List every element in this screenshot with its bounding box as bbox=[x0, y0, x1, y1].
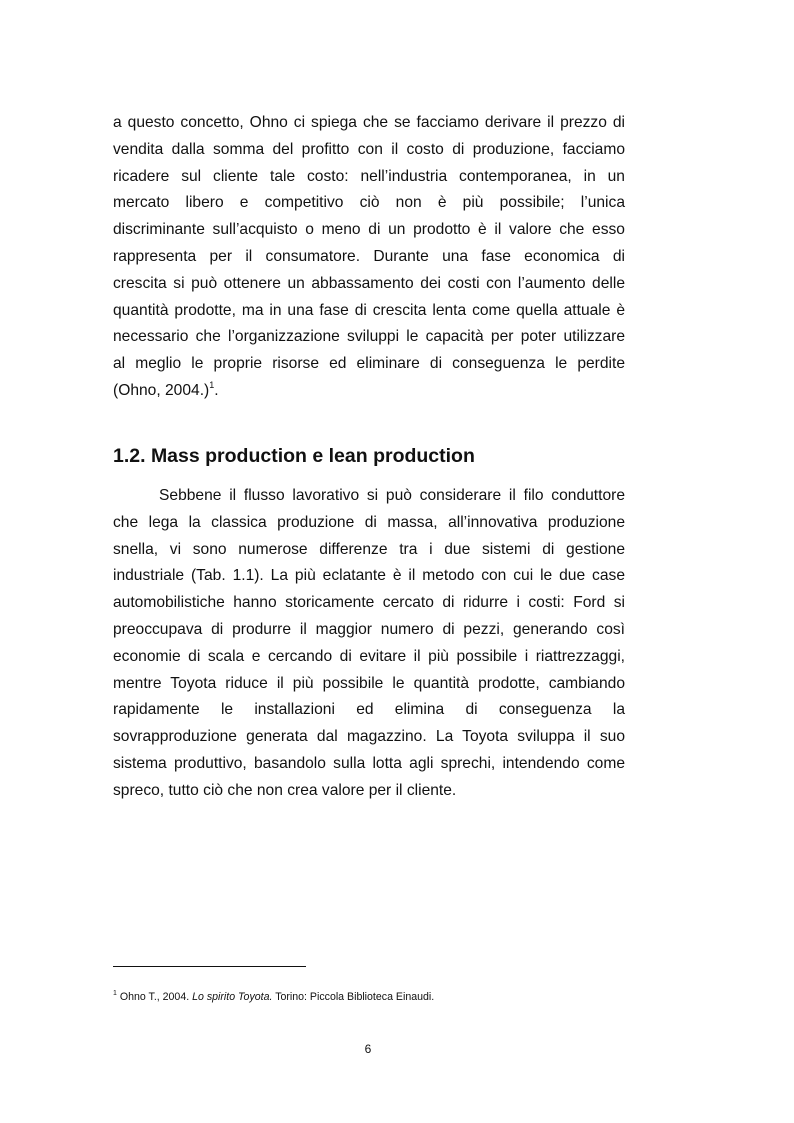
footnote-separator bbox=[113, 966, 306, 967]
section-heading: 1.2. Mass production e lean production bbox=[113, 445, 475, 467]
text-line: mercato libero e competitivo ciò non è più possibile; l’unica bbox=[113, 194, 625, 212]
text-line: rappresenta per il consumatore. Durante una fase economica di bbox=[113, 247, 625, 265]
text-line: necessario che l’organizzazione sviluppi le capacità per poter utilizzare bbox=[113, 328, 625, 346]
text-line: a questo concetto, Ohno ci spiega che se facciamo derivare il prezzo di bbox=[113, 114, 625, 131]
text-line: vendita dalla somma del profitto con il costo di produzione, facciamo bbox=[113, 140, 625, 158]
text-line: che lega la classica produzione di massa, all’innovativa produzione bbox=[113, 513, 625, 531]
body-paragraph-2 bbox=[113, 483, 625, 805]
text-line: economie di scala e cercando di evitare il più possibile i riattrezzaggi, bbox=[113, 647, 625, 665]
page-number: 6 bbox=[364, 1042, 372, 1056]
text-line: sistema produttivo, basandolo sulla lotta agli sprechi, intendendo come bbox=[113, 754, 625, 772]
text-line: crescita si può ottenere un abbassamento dei costi con l’aumento delle bbox=[113, 274, 625, 292]
text-line-last bbox=[113, 378, 625, 405]
text-line: rapidamente le installazioni ed elimina di conseguenza la bbox=[113, 701, 625, 719]
text-line: preoccupava di produrre il maggior numero di pezzi, generando così bbox=[113, 620, 625, 638]
text-line: discriminante sull’acquisto o meno di un prodotto è il valore che esso bbox=[113, 221, 625, 239]
citation-text: (Ohno, 2004.) bbox=[113, 381, 210, 399]
footnote-number: 1 bbox=[113, 990, 117, 997]
text-line: automobilistiche hanno storicamente cercato di ridurre i costi: Ford si bbox=[113, 594, 625, 612]
footnote-publisher: Torino: Piccola Biblioteca Einaudi. bbox=[275, 991, 435, 1003]
text-line: snella, vi sono numerose differenze tra i due sistemi di gestione bbox=[113, 540, 625, 558]
footnote-author: Ohno T., 2004. bbox=[119, 991, 190, 1003]
footnote-reference[interactable]: 1 bbox=[209, 379, 215, 390]
footnote-title: Lo spirito Toyota. bbox=[192, 991, 273, 1003]
text-line: mentre Toyota riduce il più possibile le quantità prodotte, cambiando bbox=[113, 674, 625, 692]
body-paragraph-1 bbox=[113, 110, 625, 405]
footnote bbox=[113, 989, 434, 1005]
text-line: ricadere sul cliente tale costo: nell’industria contemporanea, in un bbox=[113, 167, 625, 185]
text-line: Sebbene il flusso lavorativo si può considerare il filo conduttore bbox=[159, 487, 625, 504]
text-line: al meglio le proprie risorse ed eliminare di conseguenza le perdite bbox=[113, 355, 625, 373]
text-line: industriale (Tab. 1.1). La più eclatante è il metodo con cui le due case bbox=[113, 567, 625, 585]
text-line-last: spreco, tutto ciò che non crea valore per il cliente. bbox=[113, 781, 457, 799]
text-line: sovrapproduzione generata dal magazzino. La Toyota sviluppa il suo bbox=[113, 728, 625, 746]
sentence-end: . bbox=[214, 381, 219, 399]
text-line: quantità prodotte, ma in una fase di crescita lenta come quella attuale è bbox=[113, 301, 625, 319]
